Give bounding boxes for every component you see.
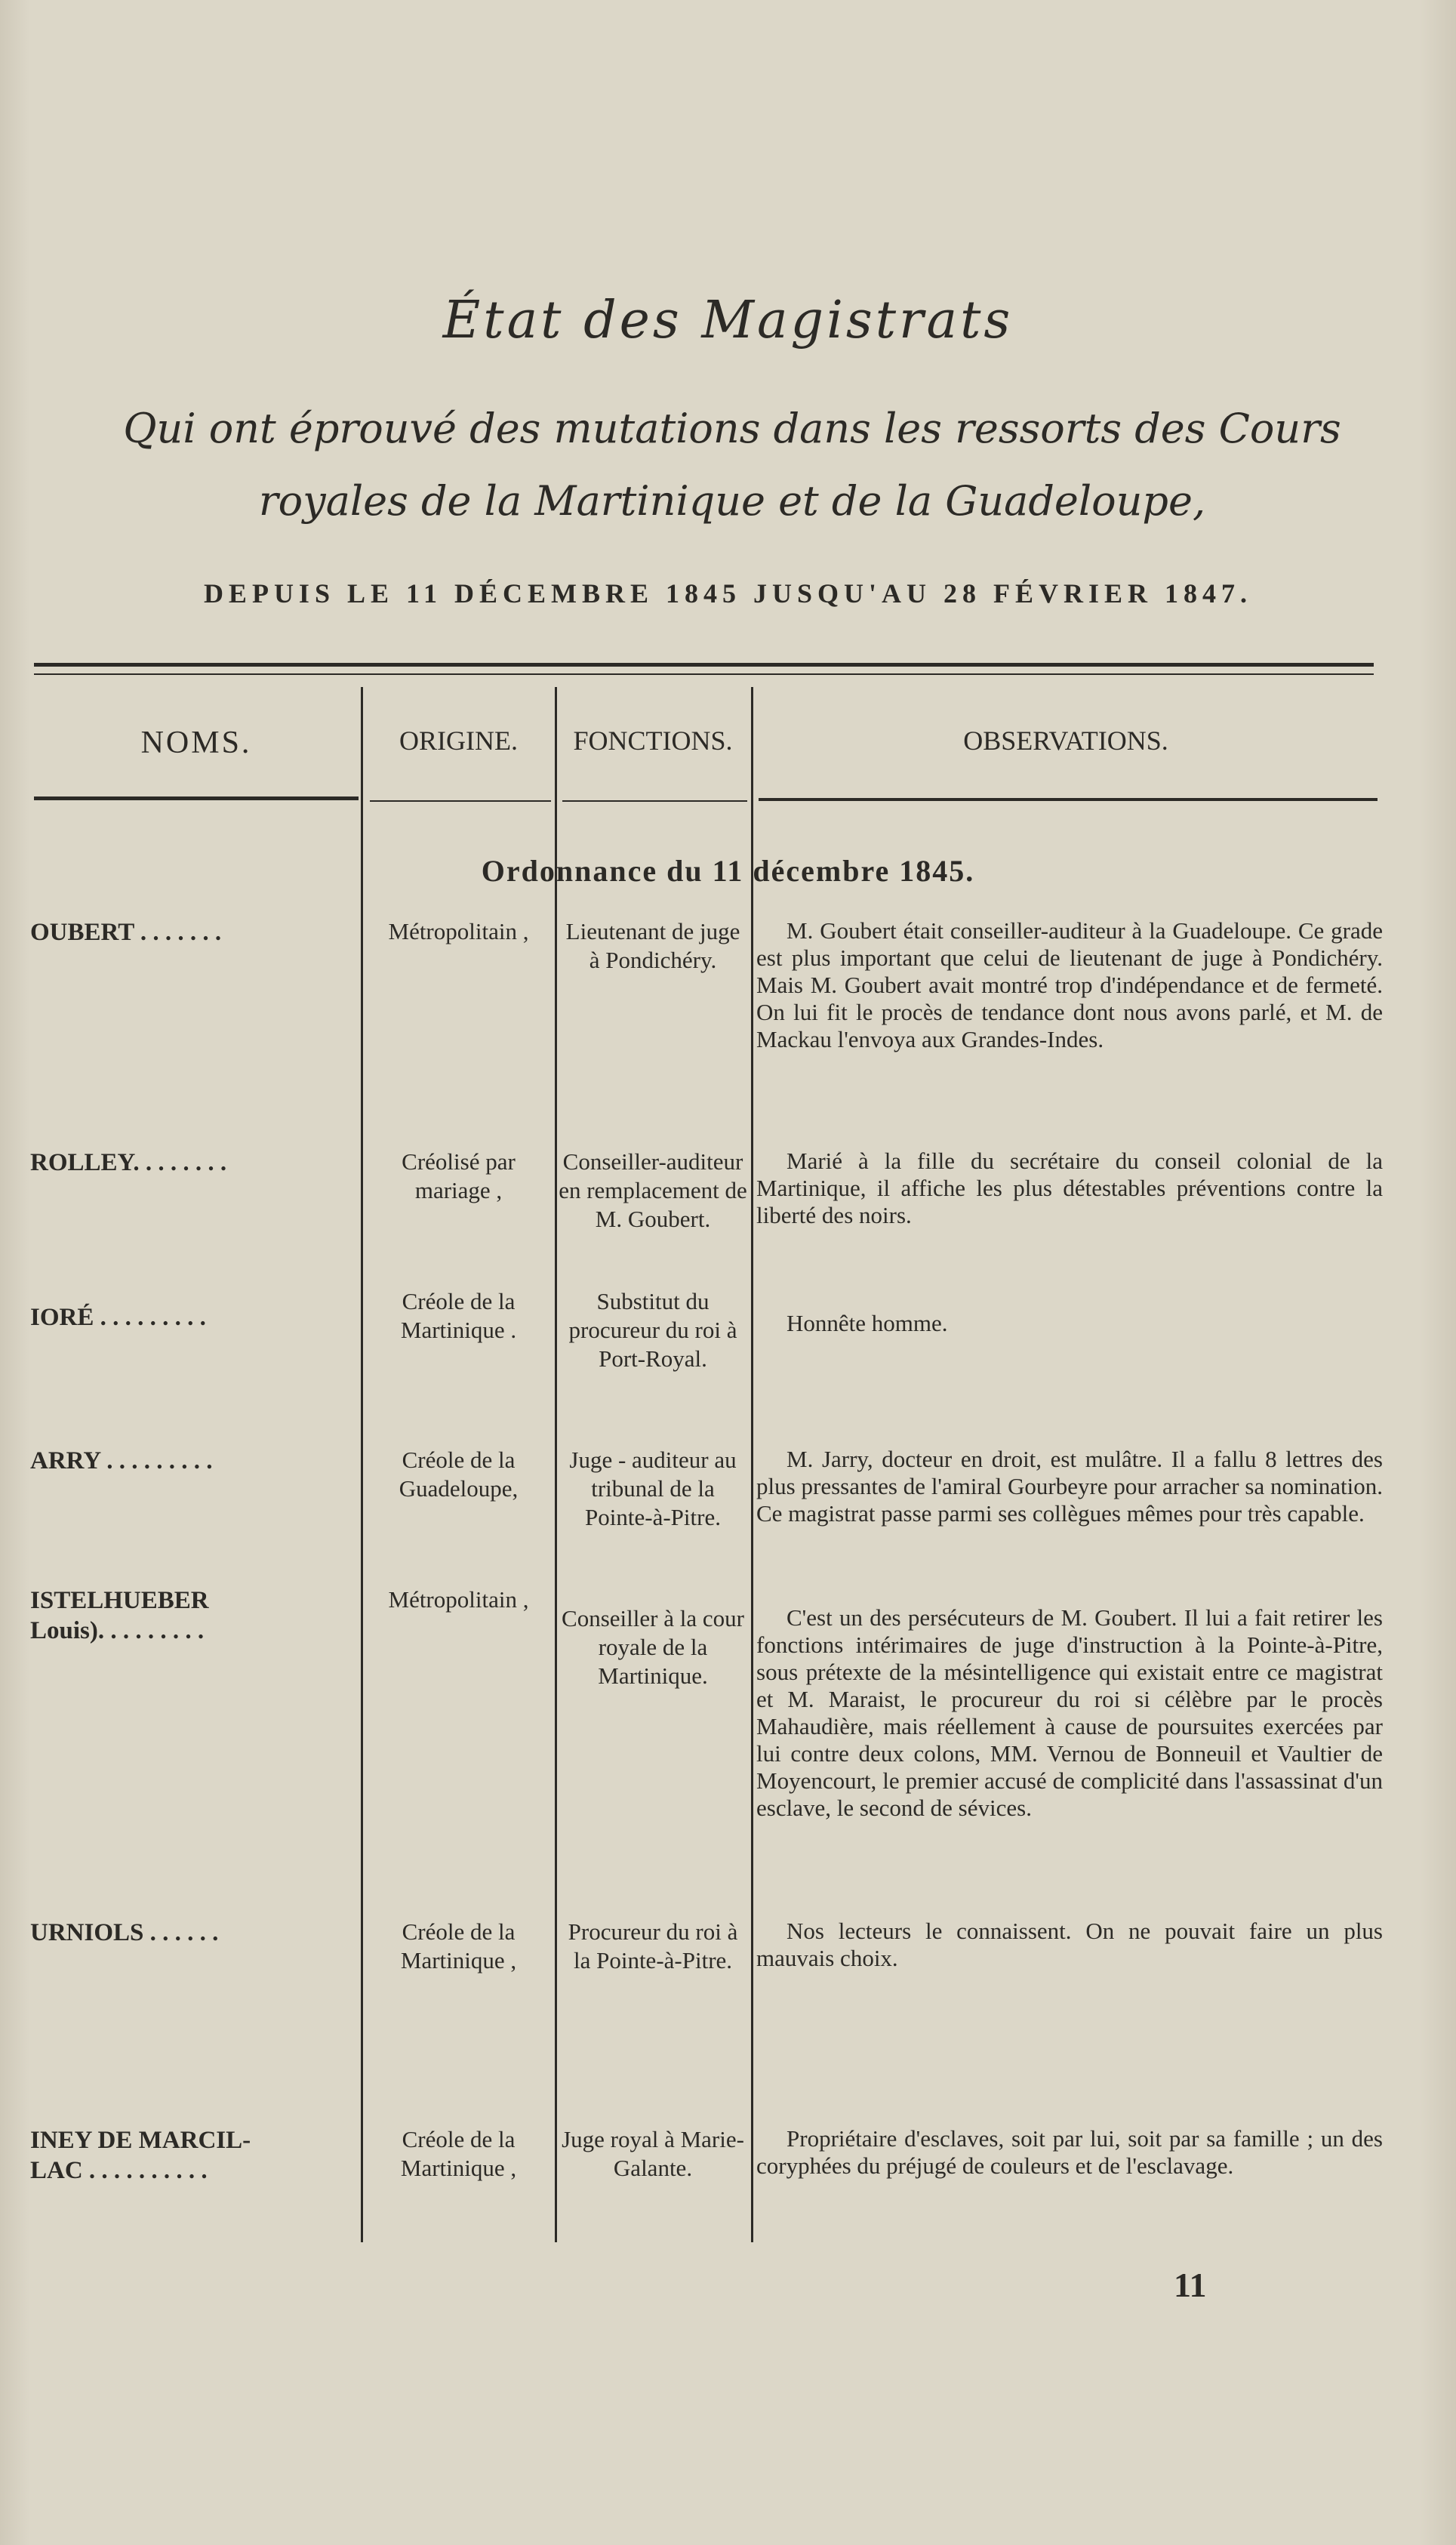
header-rule — [34, 796, 359, 800]
row-origine: Métropolitain , — [388, 918, 529, 944]
column-divider-3 — [751, 687, 753, 2242]
header-rule-3 — [562, 800, 747, 802]
header-noms: NOMS. — [140, 726, 252, 760]
header-rule-4 — [759, 798, 1378, 801]
row-fonctions: Conseiller-auditeur en remplacement de M. Goubert. — [559, 1148, 747, 1232]
top-rule-thick — [34, 663, 1374, 667]
title-line-1: État des Magistrats — [442, 291, 1014, 350]
row-fonctions: Procureur du roi à la Pointe-à-Pitre. — [568, 1918, 738, 1973]
row-observations: M. Goubert était conseiller-auditeur à la Guadeloupe. Ce grade est plus important que celui de lieutenant de juge à Pondichéry. Mais M. Goubert avait montré trop d'indépendance et de fermeté. On lui fit le procès de tendance dont nous avons parlé, et M. de Mackau l'envoya aux Grandes-Indes. — [756, 917, 1383, 1052]
row-name: IORÉ . . . . . . . . . — [30, 1304, 206, 1331]
row-observations: M. Jarry, docteur en droit, est mulâtre. Il a fallu 8 lettres des plus pressantes de l'amiral Gourbeyre pour arracher sa nomination. Ce magistrat passe parmi ses collègues mêmes pour très capable. — [756, 1446, 1383, 1527]
row-observations: Propriétaire d'esclaves, soit par lui, soit par sa famille ; un des coryphées du préjugé de couleurs et de l'esclavage. — [756, 2125, 1383, 2179]
top-rule-thin — [34, 673, 1374, 675]
section-heading: Ordonnance du 11 décembre 1845. — [481, 854, 975, 888]
column-divider-2 — [555, 687, 557, 2242]
title-line-2: Qui ont éprouvé des mutations dans les ressorts des Cours royales de la Martinique et de la Guadeloupe, — [123, 405, 1341, 525]
row-name: ROLLEY. . . . . . . . — [30, 1149, 227, 1176]
header-observations: OBSERVATIONS. — [963, 726, 1168, 756]
date-range: DEPUIS LE 11 DÉCEMBRE 1845 JUSQU'AU 28 FÉVRIER 1847. — [203, 578, 1253, 609]
row-origine: Métropolitain , — [388, 1586, 529, 1613]
row-observations: Nos lecteurs le connaissent. On ne pouvait faire un plus mauvais choix. — [756, 1918, 1383, 1971]
row-observations: Honnête homme. — [786, 1310, 948, 1336]
column-divider-1 — [361, 687, 363, 2242]
row-name: ARRY . . . . . . . . . — [30, 1447, 213, 1474]
row-name: OUBERT . . . . . . . — [30, 919, 222, 946]
row-name: INEY DE MARCIL- LAC . . . . . . . . . . — [30, 2127, 251, 2184]
row-origine: Créole de la Guadeloupe, — [399, 1447, 519, 1502]
row-name: ISTELHUEBER Louis). . . . . . . . . — [30, 1587, 209, 1644]
header-fonctions: FONCTIONS. — [573, 726, 733, 756]
row-observations: Marié à la fille du secrétaire du conseil colonial de la Martinique, il affiche les plus détestables préventions contre la liberté des noirs. — [756, 1148, 1383, 1228]
row-origine: Créole de la Martinique . — [400, 1288, 517, 1343]
row-name: URNIOLS . . . . . . — [30, 1919, 219, 1946]
row-observations: C'est un des persécuteurs de M. Goubert. Il lui a fait retirer les fonctions intérimaires de juge d'instruction à la Pointe-à-Pitre, sous prétexte de la mésintelligence qui existait entre ce magistrat et M. Maraist, le procureur du roi si célèbre par le procès Mahaudière, mais réellement à cause de poursuites exercées par lui contre deux colons, MM. Vernou de Bonneuil et Vaultier de Moyencourt, le premier accusé de complicité dans l'assassinat d'un esclave, le second de sévices. — [756, 1604, 1383, 1821]
row-fonctions: Conseiller à la cour royale de la Martinique. — [562, 1605, 744, 1689]
row-origine: Créole de la Martinique , — [400, 2126, 517, 2181]
row-fonctions: Juge - auditeur au tribunal de la Pointe-à-Pitre. — [569, 1447, 737, 1530]
header-origine: ORIGINE. — [399, 726, 518, 756]
row-origine: Créole de la Martinique , — [400, 1918, 517, 1973]
row-fonctions: Juge royal à Marie-Galante. — [562, 2126, 744, 2181]
page-number: 11 — [1174, 2266, 1207, 2304]
row-fonctions: Substitut du procureur du roi à Port-Royal. — [568, 1288, 737, 1372]
header-rule-2 — [370, 800, 551, 802]
row-fonctions: Lieutenant de juge à Pondichéry. — [565, 918, 740, 973]
row-origine: Créolisé par mariage , — [402, 1148, 516, 1203]
